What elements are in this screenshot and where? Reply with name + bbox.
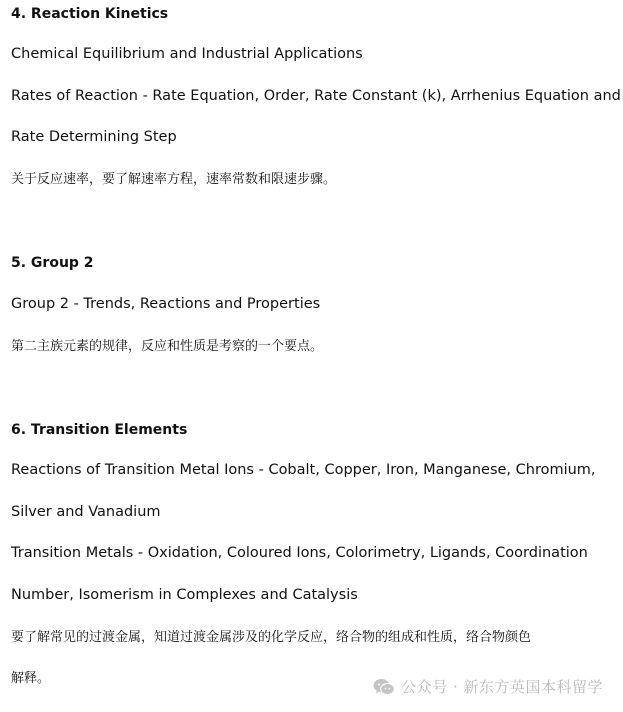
section-heading-group-2: 5. Group 2 bbox=[11, 255, 94, 271]
section-heading-reaction-kinetics: 4. Reaction Kinetics bbox=[11, 6, 169, 22]
chinese-note: 关于反应速率，要了解速率方程，速率常数和限速步骤。 bbox=[11, 172, 337, 187]
paragraph-line: Rates of Reaction - Rate Equation, Order, Rate Constant (k), Arrhenius Equation and bbox=[11, 88, 621, 104]
paragraph-line: Number, Isomerism in Complexes and Catalysis bbox=[11, 587, 358, 603]
wechat-icon bbox=[373, 678, 395, 696]
chinese-note: 第二主族元素的规律，反应和性质是考察的一个要点。 bbox=[11, 339, 324, 354]
watermark bbox=[373, 676, 603, 697]
chinese-note: 要了解常见的过渡金属，知道过渡金属涉及的化学反应，络合物的组成和性质，络合物颜色 bbox=[11, 630, 532, 645]
chinese-note: 解释。 bbox=[11, 671, 51, 686]
paragraph-line: Group 2 - Trends, Reactions and Properties bbox=[11, 296, 321, 312]
paragraph-line: Silver and Vanadium bbox=[11, 504, 161, 520]
section-heading-transition-elements: 6. Transition Elements bbox=[11, 422, 188, 438]
paragraph-line: Chemical Equilibrium and Industrial Applications bbox=[11, 46, 363, 62]
watermark-text: 公众号 · 新东方英国本科留学 bbox=[401, 678, 603, 696]
paragraph-line: Transition Metals - Oxidation, Coloured Ions, Colorimetry, Ligands, Coordination bbox=[11, 545, 588, 561]
paragraph-line: Rate Determining Step bbox=[11, 129, 177, 145]
paragraph-line: Reactions of Transition Metal Ions - Cobalt, Copper, Iron, Manganese, Chromium, bbox=[11, 462, 596, 478]
